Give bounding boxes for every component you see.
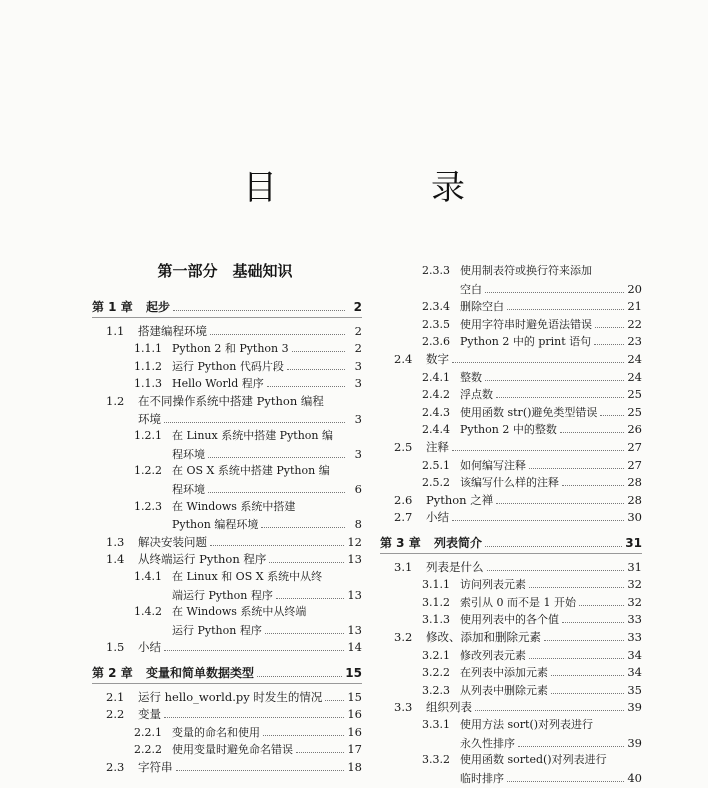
toc-page-number: 33 [627,630,642,644]
toc-dot-leader [544,629,624,641]
toc-page-number: 15 [347,689,362,704]
toc-entry [380,420,642,438]
toc-page-number: 16 [347,707,362,722]
toc-entry-number: 2.2.2 [134,743,162,757]
toc-dot-leader [496,386,624,398]
toc-dot-leader [496,492,624,504]
toc-dot-leader [507,298,624,310]
toc-dot-leader [269,551,344,563]
toc-dot-leader [560,421,625,433]
toc-entry [380,698,642,716]
toc-entry-number: 2.3 [106,760,125,774]
toc-entry-number: 2.3.5 [422,317,450,331]
toc-entry [92,392,362,410]
toc-entry-title: 起步 [146,300,171,314]
toc-entry-title: 在不同操作系统中搭建 Python 编程 [138,394,324,408]
toc-dot-leader [263,724,344,736]
toc-entry-title: 变量 [138,707,161,722]
toc-entry [92,515,362,533]
toc-entry-title: 小结 [426,510,449,525]
toc-entry-title: 浮点数 [460,388,493,402]
toc-entry-title: 在 Linux 系统中搭建 Python 编 [172,429,334,443]
toc-dot-leader [296,741,344,753]
part-title: 第一部分 基础知识 [157,262,293,280]
toc-entry [380,473,642,491]
toc-dot-leader [485,281,624,293]
toc-page-number: 35 [627,682,642,697]
toc-entry-title: 组织列表 [426,700,472,715]
toc-entry [380,280,642,298]
toc-entry-number: 3.1.2 [422,595,450,609]
toc-entry-number: 1.4.2 [134,605,162,619]
toc-entry [380,332,642,350]
toc-dot-leader [485,369,624,381]
toc-dot-leader [210,323,345,335]
toc-entry-title: 修改列表元素 [460,648,526,662]
toc-chapter-entry [380,534,642,552]
toc-entry [92,339,362,357]
toc-page-number: 26 [627,422,642,437]
toc-entry-title: 端运行 Python 程序 [172,588,273,602]
toc-entry [380,575,642,593]
toc-entry-number: 3.3.1 [422,718,450,731]
toc-entry [92,550,362,568]
toc-dot-leader [529,457,624,469]
toc-entry-number: 2.2.1 [134,725,162,739]
toc-entry-title: Python 2 和 Python 3 [172,342,289,356]
toc-entry-number: 1.1.3 [134,377,162,391]
toc-entry [380,315,642,333]
toc-dot-leader [164,639,344,651]
toc-entry-title: 使用制表符或换行符来添加 [460,264,592,277]
toc-entry [380,491,642,509]
toc-entry [380,734,642,752]
toc-page-number: 28 [627,475,642,490]
toc-entry-number: 2.5 [394,440,413,454]
toc-entry-number: 3.3 [394,700,413,715]
toc-entry-title: 小结 [138,640,161,655]
toc-page-number: 20 [627,281,642,296]
toc-entry-number: 2.4.1 [422,370,450,384]
toc-entry-number: 3.2 [394,630,413,644]
toc-dot-leader [452,439,624,451]
toc-dot-leader [164,411,345,423]
toc-entry [92,688,362,706]
toc-page-number: 14 [347,640,362,655]
toc-entry-number: 3.1.1 [422,578,450,592]
toc-page-number: 32 [627,577,642,592]
toc-entry [380,350,642,368]
toc-entry [380,297,642,315]
page-title: 目 录 [243,168,525,208]
toc-entry [92,603,362,621]
toc-entry-title: Python 之禅 [426,492,494,507]
toc-entry [92,638,362,656]
toc-entry [92,705,362,723]
toc-page-number: 27 [627,457,642,472]
toc-entry-number: 2.7 [394,510,413,525]
toc-entry [380,769,642,787]
toc-entry-title: 变量和简单数据类型 [146,666,255,680]
toc-entry-number: 1.2.2 [134,464,162,478]
toc-page-number: 40 [627,770,642,785]
toc-entry-title: 空白 [460,282,482,296]
toc-entry-number: 第 3 章 [380,536,421,550]
toc-page-number: 2 [353,300,362,314]
toc-entry [92,480,362,498]
toc-entry-number: 2.3.6 [422,335,450,349]
toc-entry [380,610,642,628]
toc-entry [380,385,642,403]
toc-page-number: 28 [627,492,642,507]
toc-dot-leader [595,316,624,328]
toc-entry-title: 使用函数 str()避免类型错误 [460,405,598,419]
toc-dot-leader [551,682,624,694]
toc-entry-number: 2.6 [394,492,413,507]
toc-page-number: 24 [627,369,642,384]
chapter-rule [380,553,642,554]
toc-entry [92,568,362,586]
chapter-rule [92,683,362,684]
toc-page-number: 17 [347,742,362,757]
toc-entry-title: 运行 hello_world.py 时发生的情况 [138,689,323,704]
toc-entry-title: 修改、添加和删除元素 [426,630,541,644]
toc-dot-leader [210,534,344,546]
toc-dot-leader [292,340,345,352]
toc-entry-number: 第 1 章 [92,300,133,314]
toc-entry-title: 在 Windows 系统中搭建 [172,499,296,513]
toc-entry-number: 3.3.2 [422,753,450,767]
toc-entry-title: 从终端运行 Python 程序 [138,552,267,567]
toc-entry [92,427,362,445]
chapter-rule [92,317,362,318]
toc-page-number: 13 [347,552,362,567]
toc-entry [92,586,362,604]
toc-entry [380,368,642,386]
toc-entry [380,751,642,769]
toc-entry-title: Python 2 中的整数 [460,423,557,437]
toc-entry [92,740,362,758]
toc-entry-number: 2.1 [106,689,125,704]
toc-dot-leader [579,594,624,606]
toc-page-number: 12 [347,534,362,549]
toc-entry-number: 2.3.4 [422,300,450,314]
toc-dot-leader [276,587,345,599]
toc-entry-title: 从列表中删除元素 [460,683,548,697]
toc-dot-leader [600,404,624,416]
toc-entry-title: 字符串 [138,760,173,774]
toc-entry-number: 2.3.3 [422,264,450,277]
toc-page-number: 32 [627,594,642,609]
toc-entry-number: 3.2.3 [422,683,450,697]
toc-dot-leader [176,759,345,771]
toc-entry-title: 在 Windows 系统中从终端 [172,605,307,619]
toc-dot-leader [208,446,345,458]
toc-entry [380,628,642,646]
toc-dot-leader [325,689,344,701]
toc-entry-number: 2.5.2 [422,476,450,490]
toc-entry-title: 程环境 [172,483,205,496]
toc-entry [380,262,642,280]
toc-entry-title: 解决安装问题 [138,534,207,549]
toc-entry-number: 第 2 章 [92,666,133,680]
toc-entry-title: 整数 [460,370,482,384]
toc-entry-number: 2.4.3 [422,405,450,419]
toc-page-number: 39 [627,700,642,715]
toc-entry-number: 2.5.1 [422,458,450,472]
toc-page-number: 3 [354,411,362,426]
toc-entry-title: 临时排序 [460,771,504,785]
toc-entry-title: 访问列表元素 [460,578,526,592]
toc-entry [92,758,362,776]
toc-dot-leader [208,481,345,493]
toc-entry-title: Python 2 中的 print 语句 [460,335,592,349]
toc-entry-number: 1.4 [106,552,125,567]
toc-entry-number: 3.2.2 [422,666,450,680]
toc-entry [92,462,362,480]
toc-entry [380,558,642,576]
toc-entry-number: 1.4.1 [134,570,162,583]
toc-entry [92,357,362,375]
toc-page-number: 8 [354,517,362,532]
toc-dot-leader [594,333,624,345]
toc-entry-title: Hello World 程序 [172,377,264,391]
toc-entry-number: 1.2 [106,394,125,408]
toc-dot-leader [562,611,624,623]
toc-page-number: 18 [347,760,362,774]
toc-entry-number: 2.4 [394,352,413,366]
toc-entry-title: 在列表中添加元素 [460,666,548,680]
toc-entry-title: 删除空白 [460,300,504,314]
toc-entry-number: 1.3 [106,534,125,549]
toc-entry [380,438,642,456]
toc-dot-leader [485,535,622,547]
toc-entry-title: 在 OS X 系统中搭建 Python 编 [172,464,330,478]
toc-page-number: 39 [627,735,642,750]
toc-entry-number: 1.1.2 [134,359,162,373]
toc-entry-number: 1.5 [106,640,125,655]
toc-page-number: 16 [347,724,362,739]
toc-page-number: 15 [345,666,362,680]
toc-dot-leader [529,647,624,659]
toc-dot-leader [257,665,342,677]
toc-entry-title: 运行 Python 代码片段 [172,359,284,373]
toc-entry [380,456,642,474]
toc-entry-title: 该编写什么样的注释 [460,476,559,490]
toc-entry [380,593,642,611]
toc-entry [92,410,362,428]
toc-entry-number: 1.2.3 [134,499,162,513]
toc-dot-leader [452,509,624,521]
toc-entry-number: 2.4.2 [422,388,450,402]
toc-entry [92,498,362,516]
toc-entry-title: 永久性排序 [460,736,515,750]
toc-dot-leader [164,706,344,718]
toc-page-number: 23 [627,334,642,349]
toc-chapter-entry [92,664,362,682]
toc-entry-title: 环境 [138,411,161,426]
toc-entry [380,646,642,664]
toc-entry [92,322,362,340]
toc-page-number: 33 [627,612,642,627]
toc-entry [92,533,362,551]
toc-dot-leader [261,516,345,528]
toc-page-number: 13 [347,587,362,602]
toc-entry-title: 使用函数 sorted()对列表进行 [460,753,607,767]
toc-entry-title: 列表简介 [434,536,483,550]
toc-entry-number: 3.1.3 [422,613,450,627]
toc-page-number: 31 [625,536,642,550]
toc-entry-number: 3.1 [394,559,413,574]
toc-page-number: 31 [627,559,642,574]
toc-page-number: 21 [627,299,642,314]
toc-dot-leader [518,735,624,747]
toc-dot-leader [267,375,345,387]
toc-dot-leader [487,559,625,571]
toc-dot-leader [551,664,624,676]
toc-entry-title: 注释 [426,440,449,454]
toc-dot-leader [562,474,624,486]
toc-entry-number: 1.1 [106,323,125,338]
toc-dot-leader [265,622,345,634]
toc-page-number: 27 [627,440,642,454]
toc-entry [92,723,362,741]
toc-entry-title: 变量的命名和使用 [172,725,260,739]
toc-entry-title: 搭建编程环境 [138,323,207,338]
toc-entry-title: 数字 [426,352,449,366]
toc-entry [380,663,642,681]
toc-entry-title: 程环境 [172,447,205,461]
toc-entry-number: 2.2 [106,707,125,722]
toc-entry [380,716,642,734]
toc-dot-leader [287,358,345,370]
toc-dot-leader [475,699,624,711]
toc-page-number: 25 [627,404,642,419]
toc-page-number: 30 [627,510,642,525]
toc-page-number: 2 [354,323,362,338]
toc-entry-title: 使用变量时避免命名错误 [172,743,293,757]
toc-entry [92,445,362,463]
toc-entry-number: 3.2.1 [422,648,450,662]
toc-entry-number: 1.2.1 [134,429,162,443]
toc-entry [380,508,642,526]
toc-entry-title: 使用列表中的各个值 [460,613,559,627]
toc-page-number: 3 [354,446,362,461]
toc-entry-number: 2.4.4 [422,423,450,437]
toc-chapter-entry [92,298,362,316]
toc-page-number: 24 [627,352,642,366]
toc-entry-title: 索引从 0 而不是 1 开始 [460,595,576,609]
toc-page-number: 13 [347,622,362,637]
toc-entry-title: 列表是什么 [426,559,484,574]
toc-page-number: 22 [627,316,642,331]
toc-entry [380,681,642,699]
toc-page-number: 2 [354,341,362,356]
toc-page-number: 25 [627,387,642,402]
toc-entry [92,374,362,392]
toc-dot-leader [173,299,345,311]
toc-page-number: 6 [354,482,362,496]
toc-entry-title: 在 Linux 和 OS X 系统中从终 [172,570,323,583]
toc-page-number: 34 [627,647,642,662]
toc-dot-leader [452,351,624,363]
toc-entry-number: 1.1.1 [134,342,162,356]
toc-page-number: 34 [627,665,642,680]
toc-entry-title: 运行 Python 程序 [172,623,262,637]
toc-entry-title: 使用方法 sort()对列表进行 [460,718,594,731]
toc-page-number: 3 [354,358,362,373]
toc-entry-title: 使用字符串时避免语法错误 [460,317,592,331]
toc-entry [380,403,642,421]
toc-entry-title: Python 编程环境 [172,518,259,532]
toc-entry-title: 如何编写注释 [460,458,526,472]
toc-entry [92,621,362,639]
toc-page-number: 3 [354,376,362,391]
toc-dot-leader [529,576,624,588]
